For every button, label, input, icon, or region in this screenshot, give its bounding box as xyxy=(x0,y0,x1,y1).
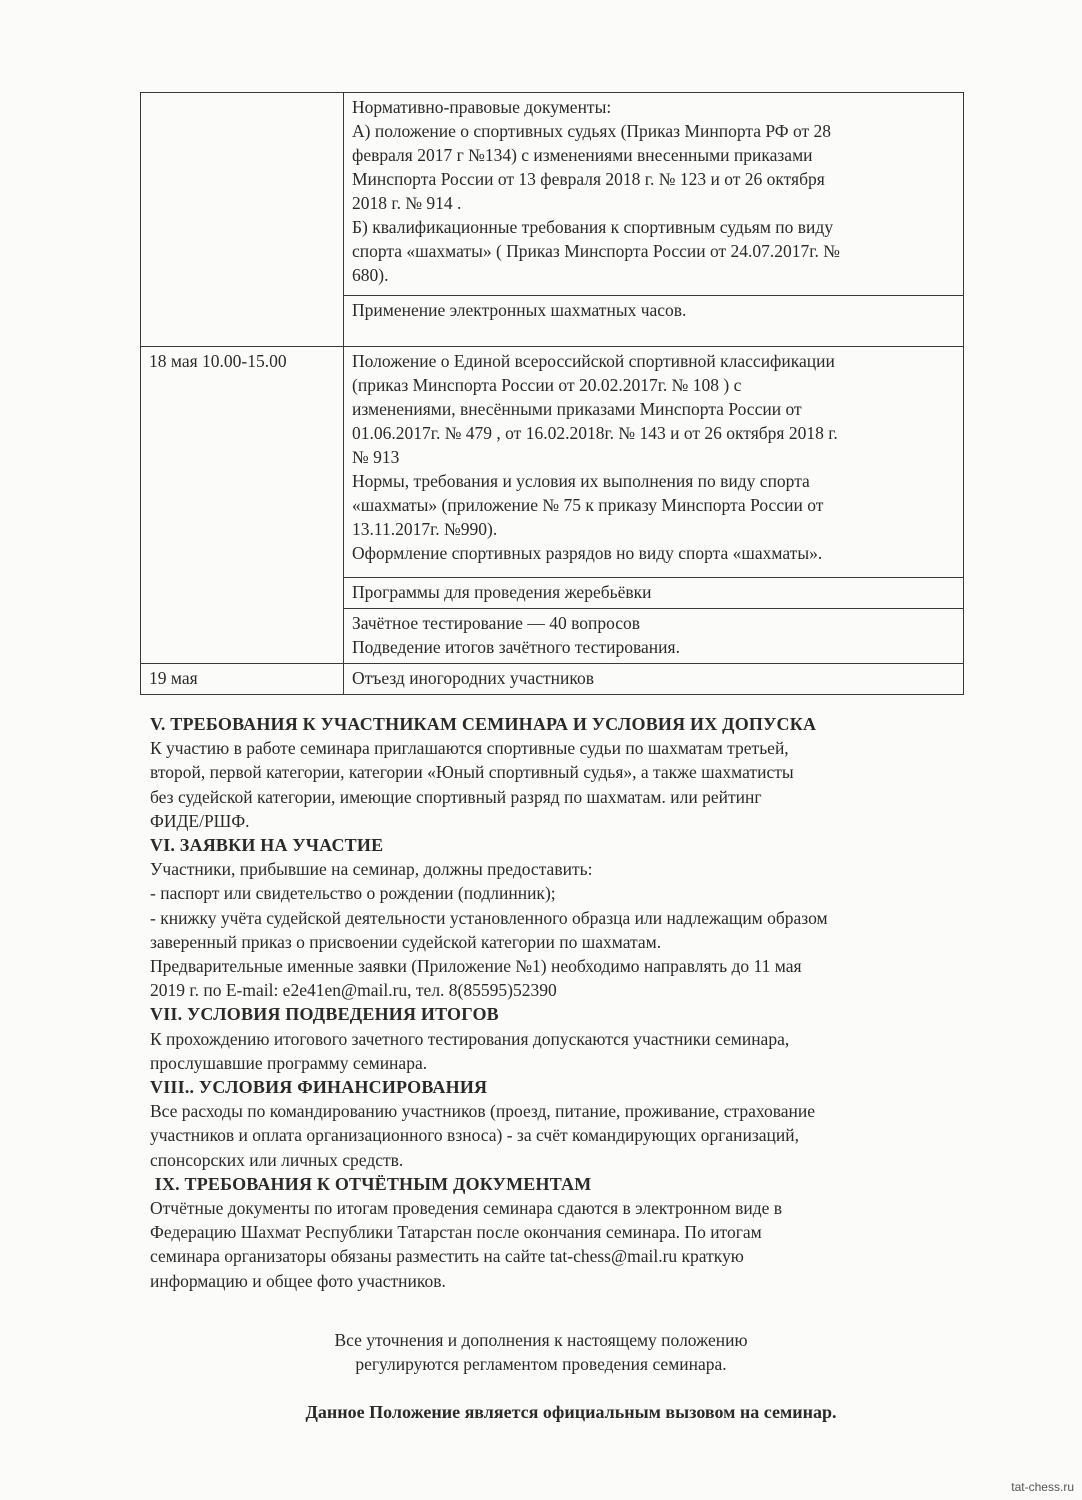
date-cell: 18 мая 10.00-15.00 xyxy=(141,347,344,664)
text-line: Все уточнения и дополнения к настоящему положению xyxy=(334,1330,748,1350)
text-line: 680). xyxy=(352,265,389,285)
text-line: Зачётное тестирование — 40 вопросов xyxy=(352,613,641,633)
text-line: К участию в работе семинара приглашаются спортивные судьи по шахматам третьей, xyxy=(150,738,789,759)
text-line: Отчётные документы по итогам проведения семинара сдаются в электронном виде в xyxy=(150,1198,783,1219)
text-line: 2019 г. по E-mail: e2e41en@mail.ru, тел. 8(85595)52390 xyxy=(150,980,557,1001)
text-line: Нормы, требования и условия их выполнения по виду спорта xyxy=(352,471,810,491)
section-heading: VI. ЗАЯВКИ НА УЧАСТИЕ xyxy=(150,835,384,856)
table-row xyxy=(141,664,964,695)
text-line: изменениями, внесёнными приказами Минспорта России от xyxy=(352,399,802,419)
text-line: 2018 г. № 914 . xyxy=(352,193,462,213)
text-line: Положение о Единой всероссийской спортивной классификации xyxy=(352,351,835,371)
topic-cell xyxy=(344,347,964,578)
regulation-sections xyxy=(150,712,990,1293)
text-line: ФИДЕ/РШФ. xyxy=(150,810,250,831)
text-line: Участники, прибывшие на семинар, должны предоставить: xyxy=(150,859,593,880)
text-line: Б) квалификационные требования к спортивным судьям по виду xyxy=(352,217,834,237)
text-line: (приказ Минспорта России от 20.02.2017г. № 108 ) с xyxy=(352,375,742,395)
schedule-table xyxy=(140,92,964,695)
section-participants-requirements xyxy=(150,712,990,833)
section-financing xyxy=(150,1075,990,1172)
text-line: А) положение о спортивных судьях (Приказ Минпорта РФ от 28 xyxy=(352,121,832,141)
closing-note xyxy=(0,1328,1082,1376)
section-heading: VIII.. УСЛОВИЯ ФИНАНСИРОВАНИЯ xyxy=(150,1077,488,1098)
section-heading: V. ТРЕБОВАНИЯ К УЧАСТНИКАМ СЕМИНАРА И УСЛОВИЯ ИХ ДОПУСКА xyxy=(150,714,817,734)
topic-cell xyxy=(344,609,964,664)
text-line: Программы для проведения жеребьёвки xyxy=(352,582,652,602)
section-heading: IX. ТРЕБОВАНИЯ К ОТЧЁТНЫМ ДОКУМЕНТАМ xyxy=(150,1173,592,1194)
topic-cell xyxy=(344,296,964,347)
topic-cell xyxy=(344,664,964,695)
text-line: второй, первой категории, категории «Юный спортивный судья», а также шахматисты xyxy=(150,762,794,783)
text-line: Предварительные именные заявки (Приложение №1) необходимо направлять до 11 мая xyxy=(150,956,802,977)
text-line: Все расходы по командированию участников (проезд, питание, проживание, страхование xyxy=(150,1101,815,1122)
text-line: февраля 2017 г №134) с изменениями внесенными приказами xyxy=(352,145,813,165)
topic-cell xyxy=(344,578,964,609)
table-row xyxy=(141,347,964,578)
date-cell xyxy=(141,93,344,347)
text-line: Федерацию Шахмат Республики Татарстан после окончания семинара. По итогам xyxy=(150,1222,762,1243)
section-results xyxy=(150,1002,990,1075)
section-reports xyxy=(150,1172,990,1293)
text-line: 13.11.2017г. №990). xyxy=(352,519,498,539)
text-line: Подведение итогов зачётного тестирования. xyxy=(352,637,680,657)
text-line: спонсорских или личных средств. xyxy=(150,1149,404,1170)
text-line: Нормативно-правовые документы: xyxy=(352,97,612,117)
text-line: заверенный приказ о присвоении судейской категории по шахматам. xyxy=(150,931,662,952)
text-line: регулируются регламентом проведения семинара. xyxy=(355,1354,727,1374)
text-line: № 913 xyxy=(352,447,400,467)
text-line: информацию и общее фото участников. xyxy=(150,1270,446,1291)
text-line: без судейской категории, имеющие спортивный разряд по шахматам. или рейтинг xyxy=(150,786,762,807)
text-line: Отъезд иногородних участников xyxy=(352,668,595,688)
text-line: спорта «шахматы» ( Приказ Минспорта России от 24.07.2017г. № xyxy=(352,241,840,261)
site-watermark: tat-chess.ru xyxy=(1011,1480,1074,1494)
text-line: семинара организаторы обязаны разместить на сайте tat-chess@mail.ru краткую xyxy=(150,1246,744,1267)
text-line: Минспорта России от 13 февраля 2018 г. № 123 и от 26 октября xyxy=(352,169,825,189)
date-cell: 19 мая xyxy=(141,664,344,695)
table-row xyxy=(141,93,964,296)
text-line: 01.06.2017г. № 479 , от 16.02.2018г. № 143 и от 26 октября 2018 г. xyxy=(352,423,838,443)
text-line: - паспорт или свидетельство о рождении (подлинник); xyxy=(150,883,556,904)
official-invitation-statement: Данное Положение является официальным вызовом на семинар. xyxy=(305,1402,837,1422)
text-line: Применение электронных шахматных часов. xyxy=(352,300,687,320)
section-heading: VII. УСЛОВИЯ ПОДВЕДЕНИЯ ИТОГОВ xyxy=(150,1004,499,1025)
topic-cell xyxy=(344,93,964,296)
text-line: К прохождению итогового зачетного тестирования допускаются участники семинара, xyxy=(150,1028,790,1049)
section-applications xyxy=(150,833,990,1002)
text-line: «шахматы» (приложение № 75 к приказу Минспорта России от xyxy=(352,495,824,515)
text-line: участников и оплата организационного взноса) - за счёт командирующих организаций, xyxy=(150,1125,800,1146)
text-line: Оформление спортивных разрядов но виду спорта «шахматы». xyxy=(352,543,823,563)
text-line: прослушавшие программу семинара. xyxy=(150,1052,428,1073)
text-line: - книжку учёта судейской деятельности установленного образца или надлежащим образом xyxy=(150,907,828,928)
